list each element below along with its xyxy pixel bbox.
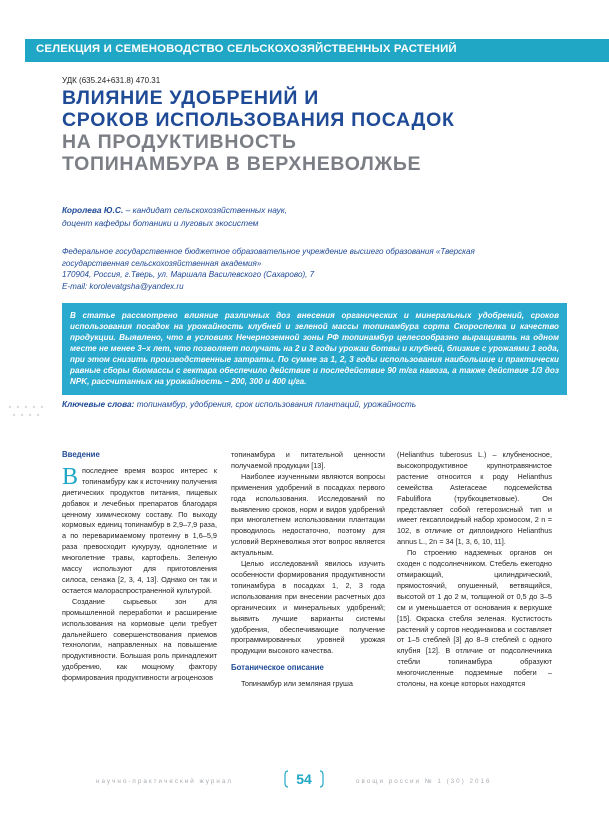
- section-heading-botanical: Ботаническое описание: [231, 663, 324, 673]
- title-line-3: НА ПРОДУКТИВНОСТЬ: [62, 131, 297, 153]
- col3-paragraph-2: По строению надземных органов он сходен с подсолнечником. Стебель ежегодно отмирающий, цилиндрический, прямостоячий, опушенный, ветвящийся, высотой от 1 до 2 м, толщиной от 0,5 до 3–5 см и уменьшается от основания к верхушке [15]. Окраска стебля зеленая. Кустистость растений у сортов неодинакова и составляет от 1–5 стеблей [3] до 8–9 стеблей с одного клубня [12]. В отличие от подсолнечника стебли топинамбура образуют многочисленные подземные побеги – столоны, на конце которых находятся: [397, 548, 552, 689]
- title-line-1: ВЛИЯНИЕ УДОБРЕНИЙ И: [62, 87, 319, 109]
- decorative-dots: [0, 385, 609, 435]
- affiliation-address: 170904, Россия, г.Тверь, ул. Маршала Василевского (Сахарово), 7: [62, 270, 315, 279]
- footer-journal-type: научно-практический журнал: [96, 778, 234, 785]
- col2-paragraph-2: Наиболее изученными являются вопросы применения удобрений в посадках первого года использования. Исследований по выявлению сроков, норм и видов удобрений при многолетнем использовании плантации проводилось недостаточно, поэтому для условий Верхневолжья этот вопрос является актуальным.: [231, 471, 385, 558]
- affiliation-email: E-mail: korolevatgsha@yandex.ru: [62, 281, 184, 291]
- keywords: [62, 399, 562, 409]
- abstract-box: В статье рассмотрено влияние различных доз внесения органических и минеральных удобрений, сроков использования посадок на урожайность клубней и зеленой массы топинамбура сорта Скороспелка и качество продукции. Выявлено, что в условиях Нечерноземной зоны РФ топинамбур целесообразно выращивать на одном месте не менее 3–х лет, что позволяет получать на 2 и 3 годы урожаи ботвы и клубней, близкие с урожаями 1 года, при этом снизить производственные затраты. По сумме за 1, 2, 3 годы использования наибольшие и практически равные сборы биомассы с гектара обеспечило действие и последействие 90 т/га навоза, а также действие 1/3 доз NPK, рассчитанных на урожайность – 200, 300 и 400 ц/га.: [62, 303, 567, 395]
- author-role-2: доцент кафедры ботаники и луговых экосистем: [62, 217, 259, 228]
- intro-paragraph-2: Создание сырьевых зон для промышленной переработки и расширение использования на кормовые цели требует дальнейшего совершенствования приемов технологии, направленных на повышение продуктивности. Большая роль принадлежит удобрению, как мощному фактору формирования продуктивности агроценозов: [62, 596, 217, 683]
- col2-paragraph-1: топинамбура и питательной ценности получаемой продукции [13].: [231, 450, 385, 470]
- keywords-text: топинамбур, удобрения, срок использования плантаций, урожайность: [134, 399, 417, 409]
- column-3: [397, 450, 552, 690]
- affiliation-line-2: государственная сельскохозяйственная академия»: [62, 258, 262, 268]
- author-name: Королева Ю.С.: [62, 205, 124, 215]
- udc-code: УДК (635.24+631.8) 470.31: [62, 76, 161, 85]
- author-block: [62, 204, 562, 229]
- title-line-4: ТОПИНАМБУРА В ВЕРХНЕВОЛЖЬЕ: [62, 153, 422, 175]
- col2-paragraph-4: Топинамбур или земляная груша: [241, 679, 353, 689]
- affiliation-line-1: Федеральное государственное бюджетное образовательное учреждение высшего образования «Тверская: [62, 247, 475, 256]
- title-line-2: СРОКОВ ИСПОЛЬЗОВАНИЯ ПОСАДОК: [62, 109, 455, 131]
- intro-paragraph-1: [62, 463, 217, 597]
- affiliation-block: [62, 246, 562, 292]
- drop-cap: В: [62, 463, 79, 490]
- intro-paragraph-1-text: последнее время возрос интерес к топинамбуру как к источнику получения диетических продуктов питания, пищевых добавок и лечебных препаратов благодаря ценному химическому составу. По выходу кормовых единиц топинамбур в 2,9–7,9 раза, а по переваримаемому протеину в 1,6–5,9 раза превосходит кукурузу, однолетние и многолетние травы, картофель. Зеленую массу используют для приготовления силоса, сенажа [2, 3, 4, 13]. Однако он так и остается малораспространенной культурой.: [62, 465, 217, 595]
- section-heading-intro: Введение: [62, 450, 100, 459]
- section-header-text: СЕЛЕКЦИЯ И СЕМЕНОВОДСТВО СЕЛЬСКОХОЗЯЙСТВЕННЫХ РАСТЕНИЙ: [36, 43, 457, 55]
- column-1: [62, 450, 217, 684]
- page-number: 54: [296, 771, 312, 787]
- article-title: [62, 87, 582, 175]
- column-2: [231, 450, 385, 690]
- keywords-label: Ключевые слова:: [62, 399, 135, 409]
- author-role-1: – кандидат сельскохозяйственных наук,: [123, 205, 288, 215]
- col3-paragraph-1: (Helianthus tuberosus L.) – клубненосное, высокопродуктивное крупнотравянистое растение относится к роду Helianthus семейства Asteraceae подсемейства Fabuliflora (трубкоцветковые). Он представляет собой гетерозисный тип и имеет гексаплоидный набор хромосом, 2 n = 102, в отличие от диплоидного Helianthus annus L., 2n = 34 [1, 3, 6, 10, 11].: [397, 450, 552, 547]
- col2-paragraph-3: Целью исследований явилось изучить особенности формирования продуктивности топинамбура в посадках 1, 2, 3 года использования при внесении расчетных доз органических и минеральных удобрений; выявить лучшие варианты системы удобрения, обеспечивающие получение программированных уровней урожая продукции высокого качества.: [231, 559, 385, 656]
- footer-journal-name: овощи россии № 1 (30) 2016: [356, 778, 492, 785]
